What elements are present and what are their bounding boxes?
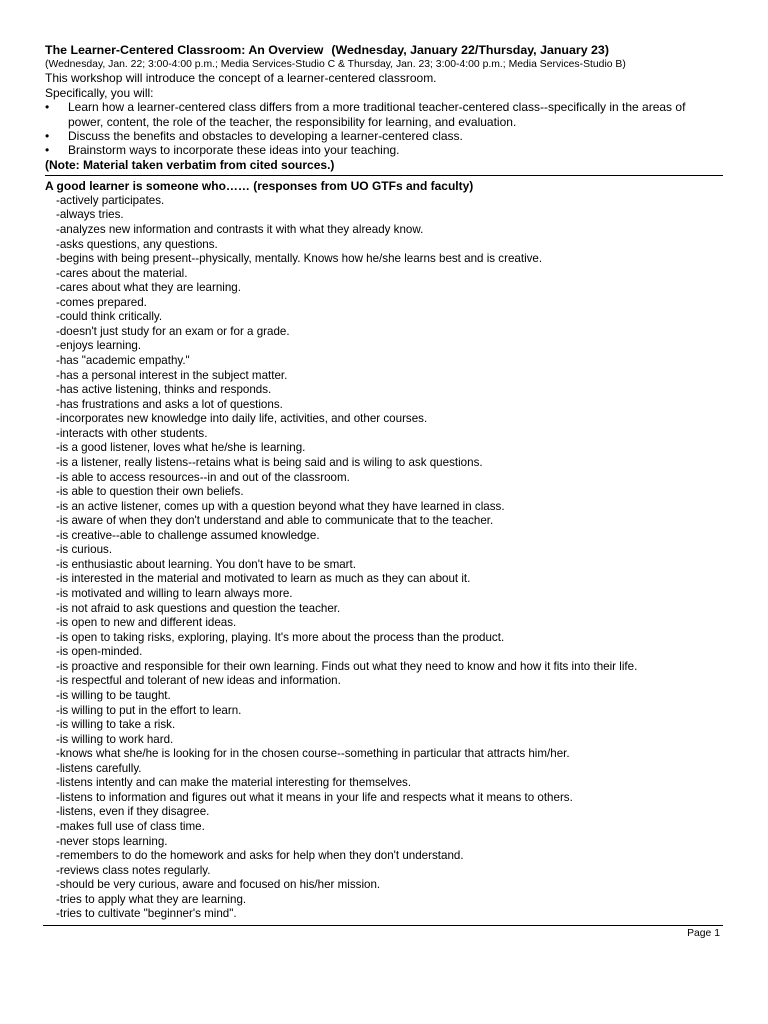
objective-item bbox=[45, 129, 723, 143]
list-item: -interacts with other students. bbox=[56, 426, 208, 440]
document-content bbox=[45, 43, 723, 922]
list-item: -listens, even if they disagree. bbox=[56, 805, 210, 819]
list-item: -doesn't just study for an exam or for a grade. bbox=[56, 324, 290, 338]
list-item: -has frustrations and asks a lot of questions. bbox=[56, 397, 283, 411]
objective-item bbox=[45, 143, 723, 157]
list-item: -is not afraid to ask questions and question the teacher. bbox=[56, 601, 341, 615]
objective-text: Brainstorm ways to incorporate these ideas into your teaching. bbox=[68, 143, 400, 158]
list-item: -makes full use of class time. bbox=[56, 820, 205, 833]
list-item: -has a personal interest in the subject matter. bbox=[56, 368, 288, 382]
objective-item bbox=[45, 100, 723, 129]
list-item: -tries to apply what they are learning. bbox=[56, 892, 247, 906]
list-item: -is respectful and tolerant of new ideas and information. bbox=[56, 674, 341, 688]
list-item: -listens carefully. bbox=[56, 761, 142, 775]
source-note: (Note: Material taken verbatim from cited sources.) bbox=[45, 157, 335, 172]
list-item: -analyzes new information and contrasts it with what they already know. bbox=[56, 222, 424, 236]
list-item: -has "academic empathy." bbox=[56, 354, 190, 367]
specifically-text: Specifically, you will: bbox=[45, 85, 154, 100]
list-item: -is interested in the material and motivated to learn as much as they can about it. bbox=[56, 572, 471, 586]
list-item: -could think critically. bbox=[56, 310, 163, 324]
list-item: -is willing to take a risk. bbox=[56, 718, 176, 732]
list-item: -is willing to work hard. bbox=[56, 732, 174, 746]
list-item: -should be very curious, aware and focused on his/her mission. bbox=[56, 878, 381, 892]
list-item: -is curious. bbox=[56, 543, 113, 557]
list-item: -is creative--able to challenge assumed knowledge. bbox=[56, 528, 320, 542]
objectives-list bbox=[45, 100, 723, 158]
list-item: -asks questions, any questions. bbox=[56, 237, 218, 251]
list-item: -tries to cultivate "beginner's mind". bbox=[56, 907, 237, 921]
list-item: -listens to information and figures out what it means in your life and respects what it means to others. bbox=[56, 790, 573, 804]
list-item: -actively participates. bbox=[56, 193, 165, 207]
responses-list bbox=[45, 194, 723, 922]
list-item: -has active listening, thinks and responds. bbox=[56, 383, 272, 397]
list-item: -begins with being present--physically, mentally. Knows how he/she learns best and is creative. bbox=[56, 252, 543, 266]
list-item: -is open to taking risks, exploring, playing. It's more about the process than the product. bbox=[56, 630, 505, 644]
list-item: -is willing to put in the effort to learn. bbox=[56, 703, 242, 717]
list-item: -is a listener, really listens--retains what is being said and is wiling to ask questions. bbox=[56, 455, 483, 469]
list-item: -is proactive and responsible for their own learning. Finds out what they need to know and how it fits into their life. bbox=[56, 659, 638, 673]
list-item: -incorporates new knowledge into daily life, activities, and other courses. bbox=[56, 412, 428, 426]
list-item: -is aware of when they don't understand and able to communicate that to the teacher. bbox=[56, 514, 494, 528]
footer-divider bbox=[43, 925, 723, 926]
list-item: -is open to new and different ideas. bbox=[56, 616, 237, 630]
list-item: -enjoys learning. bbox=[56, 339, 142, 353]
list-item: -cares about what they are learning. bbox=[56, 281, 241, 295]
list-item: -cares about the material. bbox=[56, 266, 188, 280]
list-item: -is willing to be taught. bbox=[56, 688, 171, 702]
list-item: -is able to access resources--in and out of the classroom. bbox=[56, 470, 350, 484]
list-item: -is able to question their own beliefs. bbox=[56, 485, 244, 499]
list-item: -always tries. bbox=[56, 208, 124, 222]
bullet-icon: • bbox=[45, 143, 50, 158]
schedule-line: (Wednesday, Jan. 22; 3:00-4:00 p.m.; Media Services-Studio C & Thursday, Jan. 23; 3:00-4:00 p.m.; Media Services-Studio B) bbox=[45, 59, 626, 70]
list-item: -never stops learning. bbox=[56, 834, 168, 848]
section-divider bbox=[45, 175, 723, 176]
list-item: -is enthusiastic about learning. You don't have to be smart. bbox=[56, 557, 356, 571]
list-item: -is open-minded. bbox=[56, 645, 143, 659]
list-item: -knows what she/he is looking for in the chosen course--something in particular that attracts him/her. bbox=[56, 747, 570, 761]
list-item: -comes prepared. bbox=[56, 295, 147, 309]
title-dates: (Wednesday, January 22/Thursday, January 23) bbox=[331, 43, 609, 57]
list-item: -is motivated and willing to learn always more. bbox=[56, 587, 293, 600]
bullet-icon: • bbox=[45, 129, 50, 143]
section-heading: A good learner is someone who…… (responses from UO GTFs and faculty) bbox=[45, 178, 474, 193]
objective-text: Discuss the benefits and obstacles to developing a learner-centered class. bbox=[68, 129, 463, 143]
list-item: -reviews class notes regularly. bbox=[56, 863, 211, 877]
intro-text: This workshop will introduce the concept of a learner-centered classroom. bbox=[45, 71, 437, 85]
objective-text: Learn how a learner-centered class differs from a more traditional teacher-centered class--specifically in the areas of power, content, the role of the teacher, the responsibility for learning, and evaluation. bbox=[68, 100, 686, 129]
page-number: Page 1 bbox=[687, 928, 720, 939]
list-item: -remembers to do the homework and asks for help when they don't understand. bbox=[56, 849, 464, 863]
list-item: -listens intently and can make the material interesting for themselves. bbox=[56, 776, 412, 790]
workshop-title bbox=[45, 43, 723, 58]
list-item: -is a good listener, loves what he/she is learning. bbox=[56, 441, 306, 455]
list-item: -is an active listener, comes up with a question beyond what they have learned in class. bbox=[56, 499, 505, 513]
bullet-icon: • bbox=[45, 100, 50, 115]
title-main: The Learner-Centered Classroom: An Overview bbox=[45, 43, 324, 57]
